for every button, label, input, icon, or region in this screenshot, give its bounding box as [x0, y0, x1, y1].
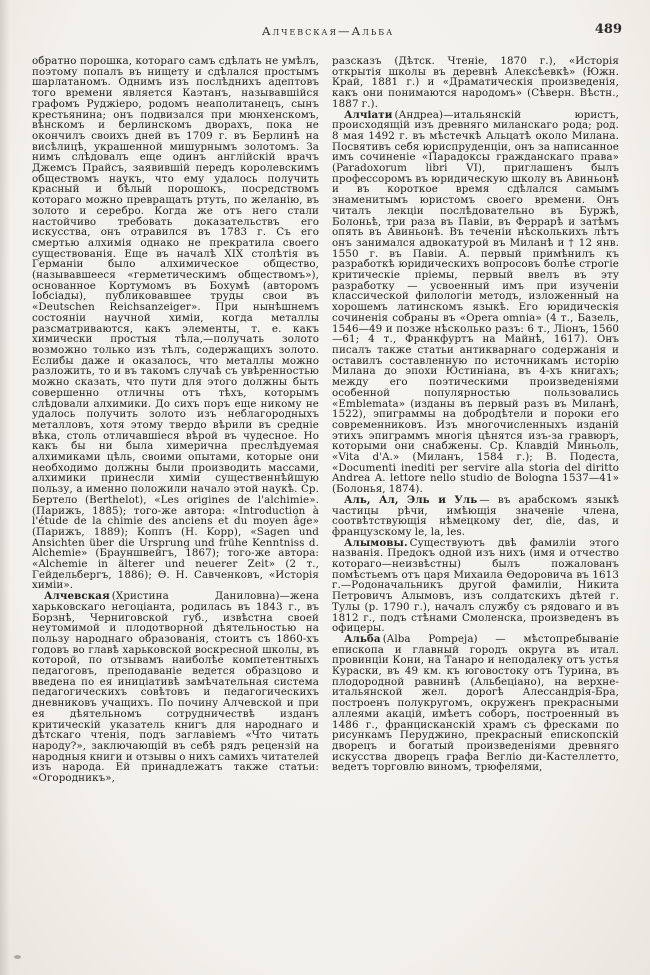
entry-alchiati: [332, 110, 619, 495]
article-alkhimiya-continuation: [32, 56, 319, 591]
entry-headword: Аль, Ал, Эль и Уль: [344, 493, 478, 506]
scan-artifact-speck: [14, 955, 21, 959]
page-number: 489: [594, 22, 622, 37]
paragraph-text: обратно порошка, котораго самъ сдѣлать не умѣлъ, поэтому попалъ въ нищету и сдѣлался простымъ шарлатаномъ. Однимъ изъ послѣднихъ адептовъ того времени является Каэтанъ, называвшійся графомъ Руджіеро, родомъ неаполитанецъ, сынъ крестьянина; онъ подвизался при мюнхенскомъ, вѣнскомъ и берлинскомъ дворахъ, пока не окончилъ своихъ дней въ 1709 г. въ Берлинѣ на висѣлицѣ, украшенной мишурнымъ золотомъ. За нимъ слѣдовалъ еще одинъ англійскій врачъ Джемсъ Прайсъ, заявившій передъ королевскимъ обществомъ наукъ, что ему удалось получить красный и бѣлый порошокъ, посредствомъ котораго можно превращать ртуть, по желанію, въ золото и серебро. Когда же отъ него стали настойчиво требовать доказательствъ его искусства, онъ отравился въ 1783 г. Съ его смертью алхимія однако не прекратила своего существованія. Еще въ началѣ XIX столѣтія въ Германіи было алхимическое общество, (называвшееся «герметическимъ обществомъ»), основанное Кортумомъ въ Бохумѣ (авторомъ Іобсіады), публиковавшее труды свои въ «Deutschen Reichsanzeiger». При нынѣшнемъ состояніи научной химіи, когда металлы разсматриваются, какъ элементы, т. е. какъ химически простыя тѣла,—получать золото возможно только изъ тѣлъ, содержащихъ золото. Еслибы даже и оказалось, что металлы можно разложить, то и въ такомъ случаѣ съ увѣренностью можно сказать, что пути для этого должны быть совершенно отличны отъ тѣхъ, которымъ слѣдовали алхимики. До сихъ поръ еще никому не удалось получить золото изъ неблагородныхъ металловъ, хотя этому твердо вѣрили въ средніе вѣка, столь отличавшіеся вѣрой въ чудесное. Но какъ бы ни была химерична преслѣдуемая алхимиками цѣль, своими опытами, которые они необходимо должны были производить массами, алхимики принесли химіи существеннѣйшую пользу, а именно положили начало этой наукѣ. Ср. Бертело (Berthelot), «Les origines de l'alchimie». (Парижъ, 1885); того-же автора: «Introduction à l'étude de la chimie des anciens et du moyen âge» (Парижъ, 1889); Коппъ (H. Kopp), «Sagen und Ansichten über die Ursprung und frühe Kenntniss d. Alchemie» (Брауншвейгъ, 1867); того-же автора: «Alchemie in älterer und neuerer Zeit» (2 т., Гейдельбергъ, 1886); Ѳ. Н. Савченковъ, «Исторія химіи».: [32, 55, 319, 592]
running-header-title: Алчевская—Альба: [261, 24, 395, 38]
entry-headword: Алчевская: [44, 590, 110, 603]
paragraph-text: — въ арабскомъ языкѣ частицы рѣчи, имѣющія значеніе члена, соотвѣтствующія нѣмецкому der, die, das, и французскому le, la, les.: [332, 493, 620, 538]
entry-alchevskaya-continuation: [332, 56, 619, 110]
text-columns: [32, 56, 624, 784]
paragraph-text: Существуютъ двѣ фамиліи этого названія. Предокъ одной изъ нихъ (имя и отчество котораго—неизвѣстны) былъ пожалованъ помѣстьемъ отъ царя Михаила Ѳедоровича въ 1613 г.—Родоначальникъ другой фамиліи, Никита Петровичъ Алымовъ, изъ солдатскихъ дѣтей г. Тулы (р. 1790 г.), началъ службу съ рядоваго и въ 1812 г., подъ стѣнами Смоленска, произведенъ въ офицеры.: [332, 536, 619, 635]
right-column: [332, 56, 619, 784]
left-column: [32, 56, 319, 784]
entry-headword: Алымовы.: [344, 536, 408, 549]
entry-alba: [332, 634, 619, 773]
paragraph-text: (Андреа)—итальянскій юристъ, происходящій изъ древняго миланскаго рода; род. 8 мая 1492 г. въ мѣстечкѣ Альцатѣ около Милана. Посвятивъ себя юриспруденціи, онъ за написанное имъ сочиненіе «Парадоксы гражданскаго права» (Paradoxorum libri VI), приглашенъ былъ профессоромъ въ юридическую школу въ Авиньонѣ и въ короткое время сдѣлался самымъ знаменитымъ юристомъ своего времени. Онъ читалъ лекціи послѣдовательно въ Буржѣ, Болоньѣ, три раза въ Павіи, въ Феррарѣ и затѣмъ опять въ Авиньонѣ. Въ теченіи нѣсколькихъ лѣтъ онъ занимался адвокатурой въ Миланѣ и † 12 янв. 1550 г. въ Павіи. А. первый примѣнилъ къ разработкѣ юридическихъ вопросовъ болѣе строгіе критическіе пріемы, первый ввелъ въ эту разработку — усвоенный имъ при изученіи классической филологіи методъ, изложенный на хорошемъ латинскомъ языкѣ. Его юридическія сочиненія собраны въ «Opera omnia» (4 т., Базель, 1546—49 и позже нѣсколько разъ: 6 т., Ліонъ, 1560—61; 4 т., Франкфуртъ на Майнѣ, 1617). Онъ писалъ также статьи антикварнаго содержанія и оставилъ составленную по источникамъ исторію Милана до эпохи Юстиніана, въ 4-хъ книгахъ; между его поэтическими произведеніями особенной популярностью пользовались «Emblemata» (изданы въ первый разъ въ Миланѣ, 1522), эпиграммы на добродѣтели и пороки его современниковъ. Изъ многочисленныхъ изданій этихъ эпиграммъ многія цѣнятся изъ-за гравюръ, которыми они снабжены. Ср. Клавдій Миньоль, «Vita d'A.» (Миланъ, 1584 г.); В. Подеста, «Documenti inediti per servire alla storia del diritto Andrea A. lettore nello studio de Bologna 1537—41» (Болонья, 1874).: [332, 108, 619, 496]
entry-alchevskaya: [32, 591, 319, 784]
paragraph-text: разсказъ (Дѣтск. Чтеніе, 1870 г.), «Исторія открытія школы въ деревнѣ Алексѣевкѣ» (Южн. Край, 1881 г.) и «Драматическія произведенія, какъ они понимаются народомъ» (Сѣверн. Вѣстн., 1887 г.).: [332, 55, 619, 110]
paragraph-text: (Alba Pompeja) — мѣстопребываніе епископа и главный городъ округа въ итал. провинціи Кони, на Танаро и неподалеку отъ устья Кураски, въ 49 км. къ юговостоку отъ Турина, въ плодородной равнинѣ (Альбеціано), на верхне-итальянской жел. дорогѣ Алессандрія-Бра, построенъ полукругомъ, окруженъ прекрасными аллеями акацій, имѣетъ соборъ, построенный въ 1486 г., францисканскій храмъ съ фресками по рисункамъ Перуджино, прекрасный епископскій дворецъ и богатый произведеніями древняго искусства дворецъ графа Вегліо ди-Кастеллетто, ведетъ торговлю виномъ, трюфелями,: [332, 632, 619, 774]
entry-alymovy: [332, 538, 619, 634]
paragraph-text: (Христина Даниловна)—жена харьковскаго негоціанта, родилась въ 1843 г., въ Борзнѣ, Черниговской губ., извѣстна своей неутомимой и плодотворной дѣятельностью на пользу народнаго образованія, стоитъ съ 1860-хъ годовъ во главѣ харьковской воскресной школы, въ которой, по отзывамъ наиболѣе компетентныхъ педагоговъ, преподаваніе ведется образцово и введена по ея иниціативѣ замѣчательная система педагогическихъ совѣтовъ и педагогическихъ дневниковъ учащихъ. По почину Алчевской и при ея дѣятельномъ сотрудничествѣ изданъ критическій указатель книгъ для народнаго и дѣтскаго чтенія, подъ заглавіемъ «Что читать народу?», заключающій въ себѣ рядъ рецензій на народныя книги и отзывы о нихъ самихъ читателей изъ народа. Ей принадлежатъ также статьи: «Огородникъ»,: [32, 590, 319, 785]
entry-headword: Альба: [344, 632, 381, 645]
entry-headword: Алчіати: [344, 108, 393, 121]
entry-al-el-ul: [332, 495, 619, 538]
running-header: [32, 24, 624, 46]
